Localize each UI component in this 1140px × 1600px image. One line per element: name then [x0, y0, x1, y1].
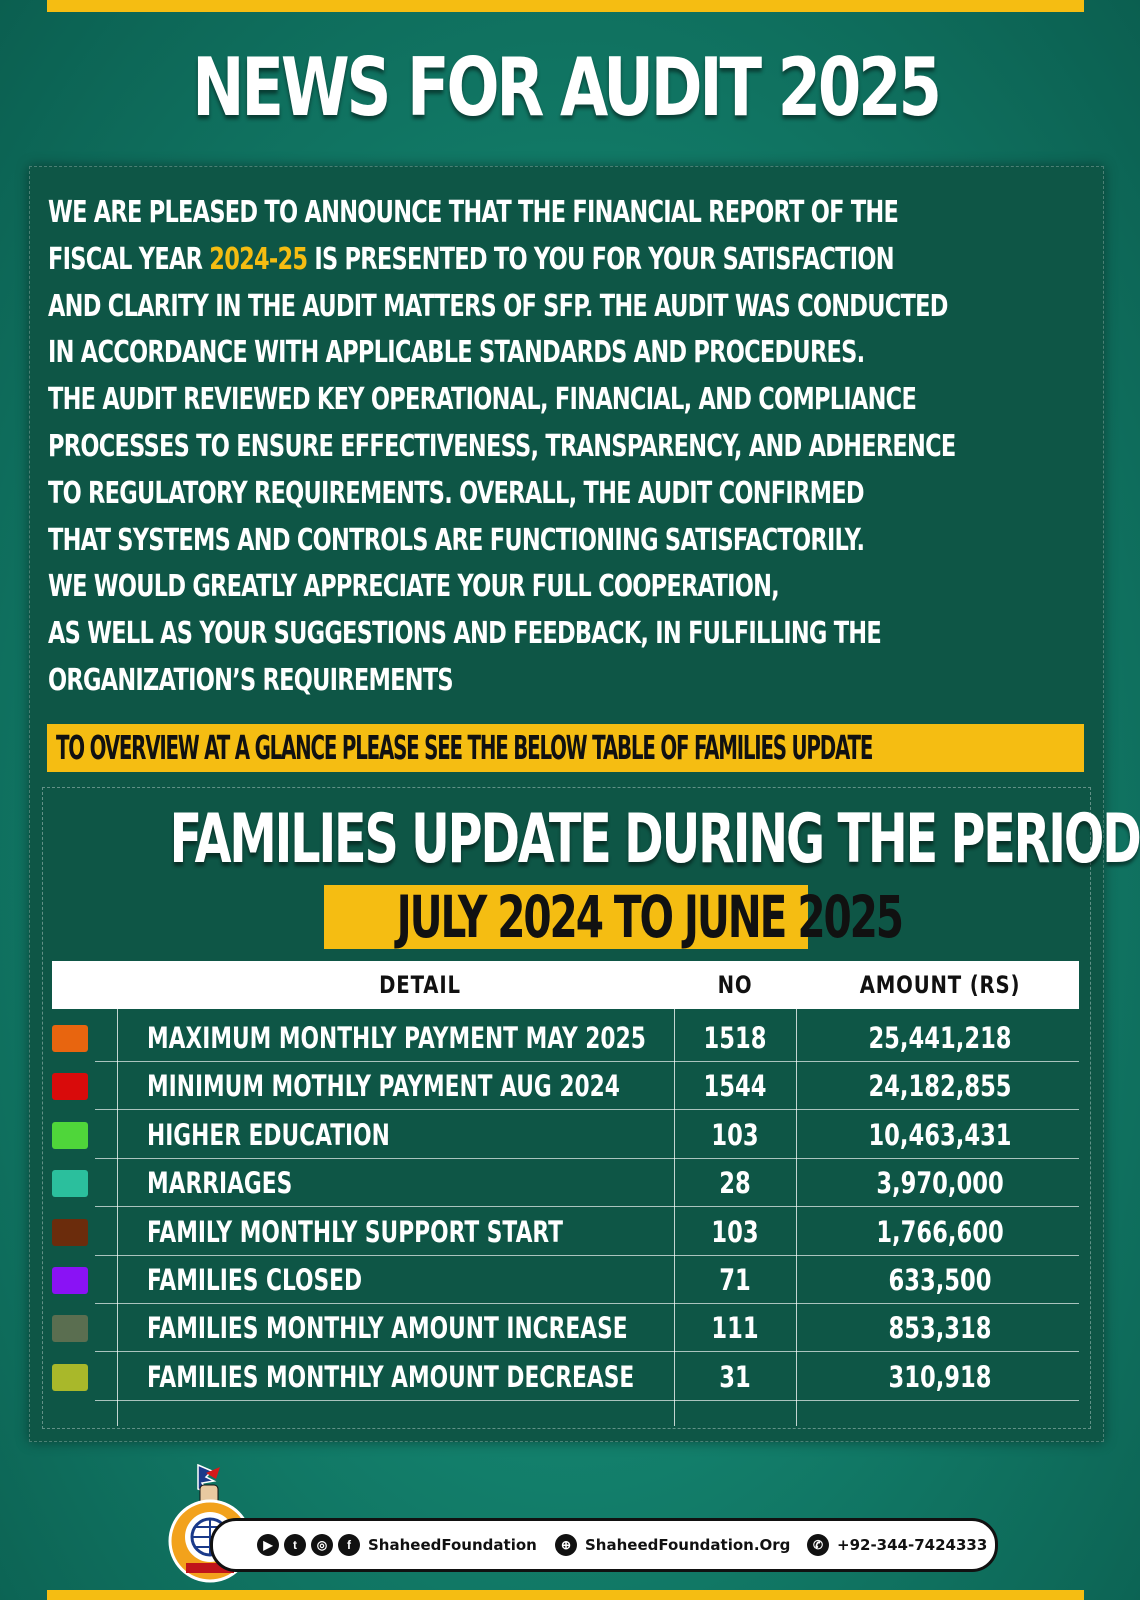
header-detail: DETAIL [379, 971, 461, 999]
intro-line [48, 330, 865, 377]
row-detail: HIGHER EDUCATION [147, 1117, 390, 1152]
table-row [0, 1014, 1131, 1062]
intro-text: IN ACCORDANCE WITH APPLICABLE STANDARDS AND PROCEDURES. [48, 335, 865, 371]
globe-icon: ⊕ [555, 1534, 577, 1556]
row-no: 31 [719, 1359, 751, 1394]
row-no: 103 [711, 1117, 759, 1152]
row-no: 111 [711, 1311, 759, 1346]
overview-banner-text: TO OVERVIEW AT A GLANCE PLEASE SEE THE BELOW TABLE OF FAMILIES UPDATE [56, 728, 873, 767]
header-amount: AMOUNT (RS) [859, 971, 1021, 999]
intro-line [48, 237, 894, 284]
intro-text: ORGANIZATION’S REQUIREMENTS [48, 662, 453, 698]
intro-line [48, 564, 843, 611]
table-row [0, 1256, 1131, 1304]
row-no: 1544 [703, 1069, 767, 1104]
intro-line [48, 190, 899, 237]
row-no: 28 [719, 1166, 751, 1201]
table-row [0, 1208, 1131, 1256]
color-swatch [52, 1267, 88, 1294]
row-detail: FAMILY MONTHLY SUPPORT START [147, 1214, 564, 1249]
intro-line [48, 518, 865, 565]
period-badge [324, 883, 902, 951]
social-handle[interactable]: ShaheedFoundation [368, 1536, 537, 1554]
intro-line [48, 611, 882, 658]
intro-line [48, 658, 843, 705]
facebook-icon[interactable]: f [338, 1534, 360, 1556]
table-row [0, 1062, 1131, 1110]
table-row [0, 1111, 1131, 1159]
bottom-accent-bar [47, 1590, 1084, 1600]
row-amount: 1,766,600 [876, 1214, 1004, 1249]
header-no: NO [717, 971, 753, 999]
intro-text: WE ARE PLEASED TO ANNOUNCE THAT THE FINANCIAL REPORT OF THE [48, 195, 899, 230]
color-swatch [52, 1170, 88, 1197]
period-text: JULY 2024 TO JUNE 2025 [396, 883, 902, 951]
instagram-icon[interactable]: ◎ [311, 1534, 333, 1556]
row-amount: 24,182,855 [868, 1069, 1012, 1104]
row-amount: 633,500 [888, 1263, 992, 1297]
intro-text: TO REGULATORY REQUIREMENTS. OVERALL, THE AUDIT CONFIRMED [48, 475, 864, 511]
color-swatch [52, 1315, 88, 1342]
twitter-icon[interactable]: t [284, 1534, 306, 1556]
row-no: 1518 [703, 1021, 767, 1055]
row-detail: MAXIMUM MONTHLY PAYMENT MAY 2025 [147, 1021, 646, 1055]
row-no: 103 [711, 1214, 759, 1249]
row-detail: FAMILIES MONTHLY AMOUNT DECREASE [147, 1359, 635, 1394]
color-swatch [52, 1025, 88, 1052]
table-row [0, 1159, 1131, 1207]
page-title: NEWS FOR AUDIT 2025 [192, 41, 939, 134]
intro-paragraph [48, 190, 1108, 705]
intro-text: IS PRESENTED TO YOU FOR YOUR SATISFACTION [307, 241, 894, 277]
overview-banner [47, 724, 1084, 772]
intro-line [48, 284, 948, 331]
intro-text: AND CLARITY IN THE AUDIT MATTERS OF SFP. THE AUDIT WAS CONDUCTED [48, 288, 948, 324]
intro-line [48, 424, 956, 471]
intro-text: WE WOULD GREATLY APPRECIATE YOUR FULL COOPERATION, [48, 569, 779, 605]
section-title: FAMILIES UPDATE DURING THE PERIOD [169, 800, 1140, 879]
phone-icon: ✆ [807, 1534, 829, 1556]
color-swatch [52, 1073, 88, 1100]
row-detail: MINIMUM MOTHLY PAYMENT AUG 2024 [147, 1069, 620, 1104]
table-header [52, 961, 1079, 1009]
intro-text: THAT SYSTEMS AND CONTROLS ARE FUNCTIONING SATISFACTORILY. [48, 522, 865, 558]
intro-text: THE AUDIT REVIEWED KEY OPERATIONAL, FINANCIAL, AND COMPLIANCE [48, 382, 917, 418]
table-row [0, 1353, 1131, 1401]
row-no: 71 [719, 1263, 751, 1297]
row-amount: 310,918 [888, 1359, 992, 1394]
table-row [0, 1304, 1131, 1352]
color-swatch [52, 1122, 88, 1149]
row-detail: MARRIAGES [147, 1166, 293, 1201]
intro-text: AS WELL AS YOUR SUGGESTIONS AND FEEDBACK, IN FULFILLING THE [48, 616, 882, 652]
top-accent-bar [47, 0, 1084, 12]
row-detail: FAMILIES CLOSED [147, 1263, 363, 1297]
row-amount: 10,463,431 [868, 1117, 1012, 1152]
color-swatch [52, 1364, 88, 1391]
row-detail: FAMILIES MONTHLY AMOUNT INCREASE [147, 1311, 628, 1346]
phone-number[interactable]: +92-344-7424333 [837, 1536, 988, 1554]
intro-text: FISCAL YEAR [48, 241, 210, 277]
intro-line [48, 377, 917, 424]
intro-line [48, 471, 864, 518]
color-swatch [52, 1219, 88, 1246]
fiscal-year-highlight: 2024-25 [209, 241, 308, 277]
row-amount: 3,970,000 [876, 1166, 1004, 1201]
row-amount: 25,441,218 [868, 1021, 1012, 1055]
youtube-icon[interactable]: ▶ [257, 1534, 279, 1556]
intro-text: PROCESSES TO ENSURE EFFECTIVENESS, TRANSPARENCY, AND ADHERENCE [48, 428, 956, 464]
row-divider [95, 1400, 1079, 1401]
row-amount: 853,318 [888, 1311, 992, 1346]
contact-footer [210, 1518, 998, 1572]
website-link[interactable]: ShaheedFoundation.Org [585, 1536, 791, 1554]
